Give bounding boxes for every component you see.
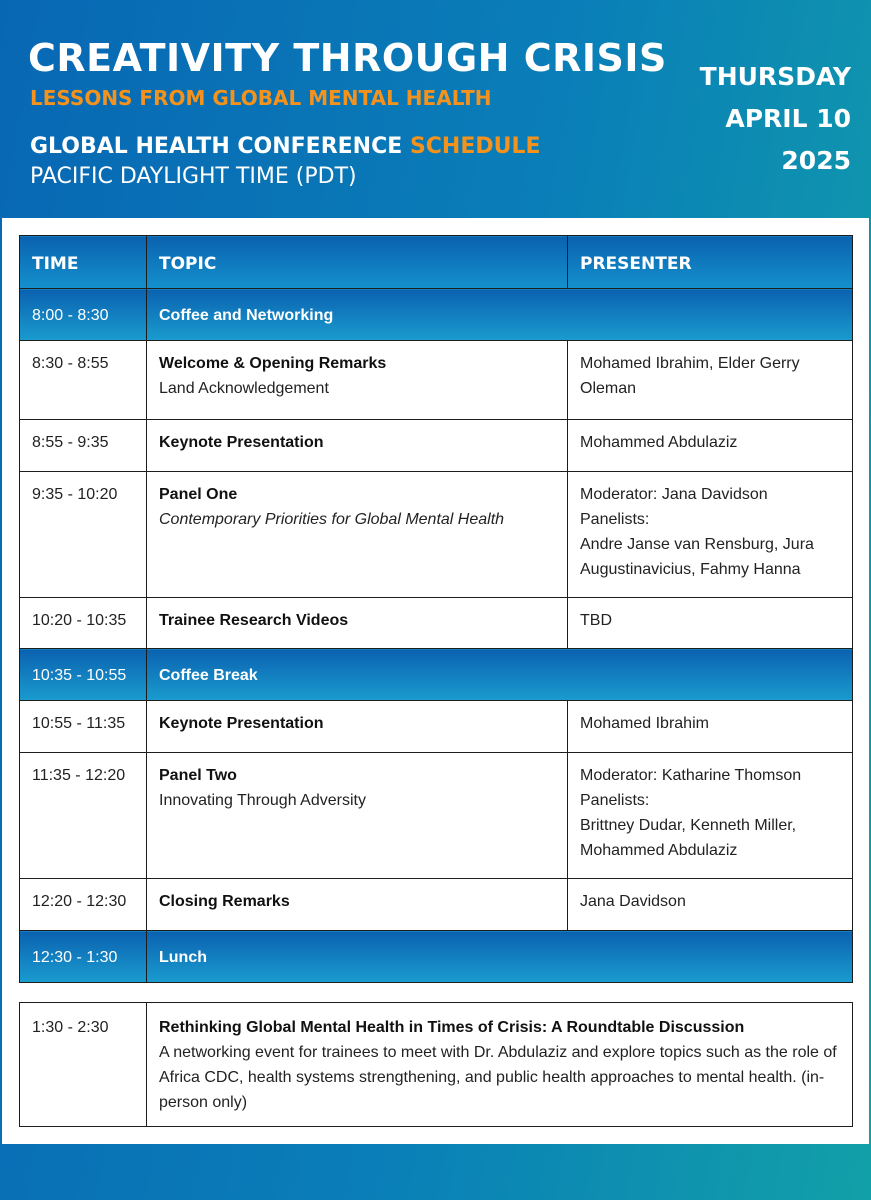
date-day: THURSDAY: [699, 62, 851, 91]
row-time: 8:55 - 9:35: [20, 420, 147, 472]
row-presenter: TBD: [568, 598, 853, 649]
conference-subtitle: LESSONS FROM GLOBAL MENTAL HEALTH: [30, 86, 492, 110]
row-presenter: Mohamed Ibrahim, Elder Gerry Oleman: [568, 341, 853, 420]
row-topic: [147, 472, 568, 598]
row-time: 10:55 - 11:35: [20, 701, 147, 753]
table-row: [20, 701, 853, 753]
row-topic: Coffee and Networking: [147, 289, 853, 341]
schedule-table: [19, 235, 853, 983]
row-topic-title: Panel Two: [159, 767, 237, 784]
row-topic-title: Closing Remarks: [159, 893, 290, 910]
date-year: 2025: [781, 146, 851, 175]
row-topic: Coffee Break: [147, 649, 853, 701]
conference-title: CREATIVITY THROUGH CRISIS: [28, 36, 667, 80]
column-header-time: TIME: [20, 236, 147, 289]
row-time: 8:00 - 8:30: [20, 289, 147, 341]
row-topic: [147, 879, 568, 931]
roundtable-title: Rethinking Global Mental Health in Times of Crisis: A Roundtable Discussion: [159, 1019, 745, 1036]
row-panelists-label: Panelists:: [580, 792, 650, 809]
roundtable-topic: [147, 1003, 853, 1127]
row-panelists-label: Panelists:: [580, 511, 650, 528]
schedule-heading-accent: SCHEDULE: [409, 134, 541, 159]
table-row: [20, 289, 853, 341]
table-row: [20, 1003, 853, 1127]
roundtable-time: 1:30 - 2:30: [20, 1003, 147, 1127]
date-month-day: APRIL 10: [725, 104, 851, 133]
schedule-panel: [2, 218, 869, 1144]
row-topic-subtitle: Contemporary Priorities for Global Mental Health: [159, 511, 505, 528]
row-panelists: Andre Janse van Rensburg, Jura Augustinavicius, Fahmy Hanna: [580, 536, 814, 578]
column-header-presenter: PRESENTER: [568, 236, 853, 289]
row-time: 9:35 - 10:20: [20, 472, 147, 598]
row-topic: [147, 753, 568, 879]
column-header-topic: TOPIC: [147, 236, 568, 289]
row-topic-subtitle: Land Acknowledgement: [159, 380, 329, 397]
table-row: [20, 649, 853, 701]
table-row: [20, 753, 853, 879]
row-moderator: Moderator: Jana Davidson: [580, 486, 768, 503]
row-topic: [147, 341, 568, 420]
row-moderator: Moderator: Katharine Thomson: [580, 767, 802, 784]
row-topic-title: Welcome & Opening Remarks: [159, 355, 387, 372]
table-row: [20, 341, 853, 420]
row-topic-title: Panel One: [159, 486, 238, 503]
row-topic: [147, 420, 568, 472]
table-row: [20, 420, 853, 472]
row-presenter: Jana Davidson: [568, 879, 853, 931]
header: [0, 0, 871, 218]
schedule-heading-label: GLOBAL HEALTH CONFERENCE: [30, 134, 403, 159]
row-presenter: [568, 753, 853, 879]
row-panelists: Brittney Dudar, Kenneth Miller, Mohammed Abdulaziz: [580, 817, 797, 859]
roundtable-description: A networking event for trainees to meet with Dr. Abdulaziz and explore topics such as the role of Africa CDC, health systems strengthening, and public health approaches to mental health. (in-person only): [159, 1044, 837, 1111]
row-topic-subtitle: Innovating Through Adversity: [159, 792, 366, 809]
roundtable-table: [19, 1002, 853, 1127]
table-row: [20, 931, 853, 983]
row-presenter: [568, 472, 853, 598]
row-topic-title: Keynote Presentation: [159, 434, 324, 451]
table-row: [20, 598, 853, 649]
row-time: 10:20 - 10:35: [20, 598, 147, 649]
table-row: [20, 879, 853, 931]
row-time: 8:30 - 8:55: [20, 341, 147, 420]
row-time: 12:20 - 12:30: [20, 879, 147, 931]
row-topic-title: Trainee Research Videos: [159, 612, 349, 629]
row-topic: [147, 701, 568, 753]
row-time: 12:30 - 1:30: [20, 931, 147, 983]
timezone-label: PACIFIC DAYLIGHT TIME (PDT): [30, 164, 357, 189]
row-time: 10:35 - 10:55: [20, 649, 147, 701]
row-time: 11:35 - 12:20: [20, 753, 147, 879]
date-block: [700, 56, 851, 182]
row-topic: Lunch: [147, 931, 853, 983]
table-row: [20, 472, 853, 598]
row-topic-title: Keynote Presentation: [159, 715, 324, 732]
row-presenter: Mohamed Ibrahim: [568, 701, 853, 753]
schedule-heading: [30, 134, 541, 159]
row-topic: [147, 598, 568, 649]
table-header-row: [20, 236, 853, 289]
row-presenter: Mohammed Abdulaziz: [568, 420, 853, 472]
